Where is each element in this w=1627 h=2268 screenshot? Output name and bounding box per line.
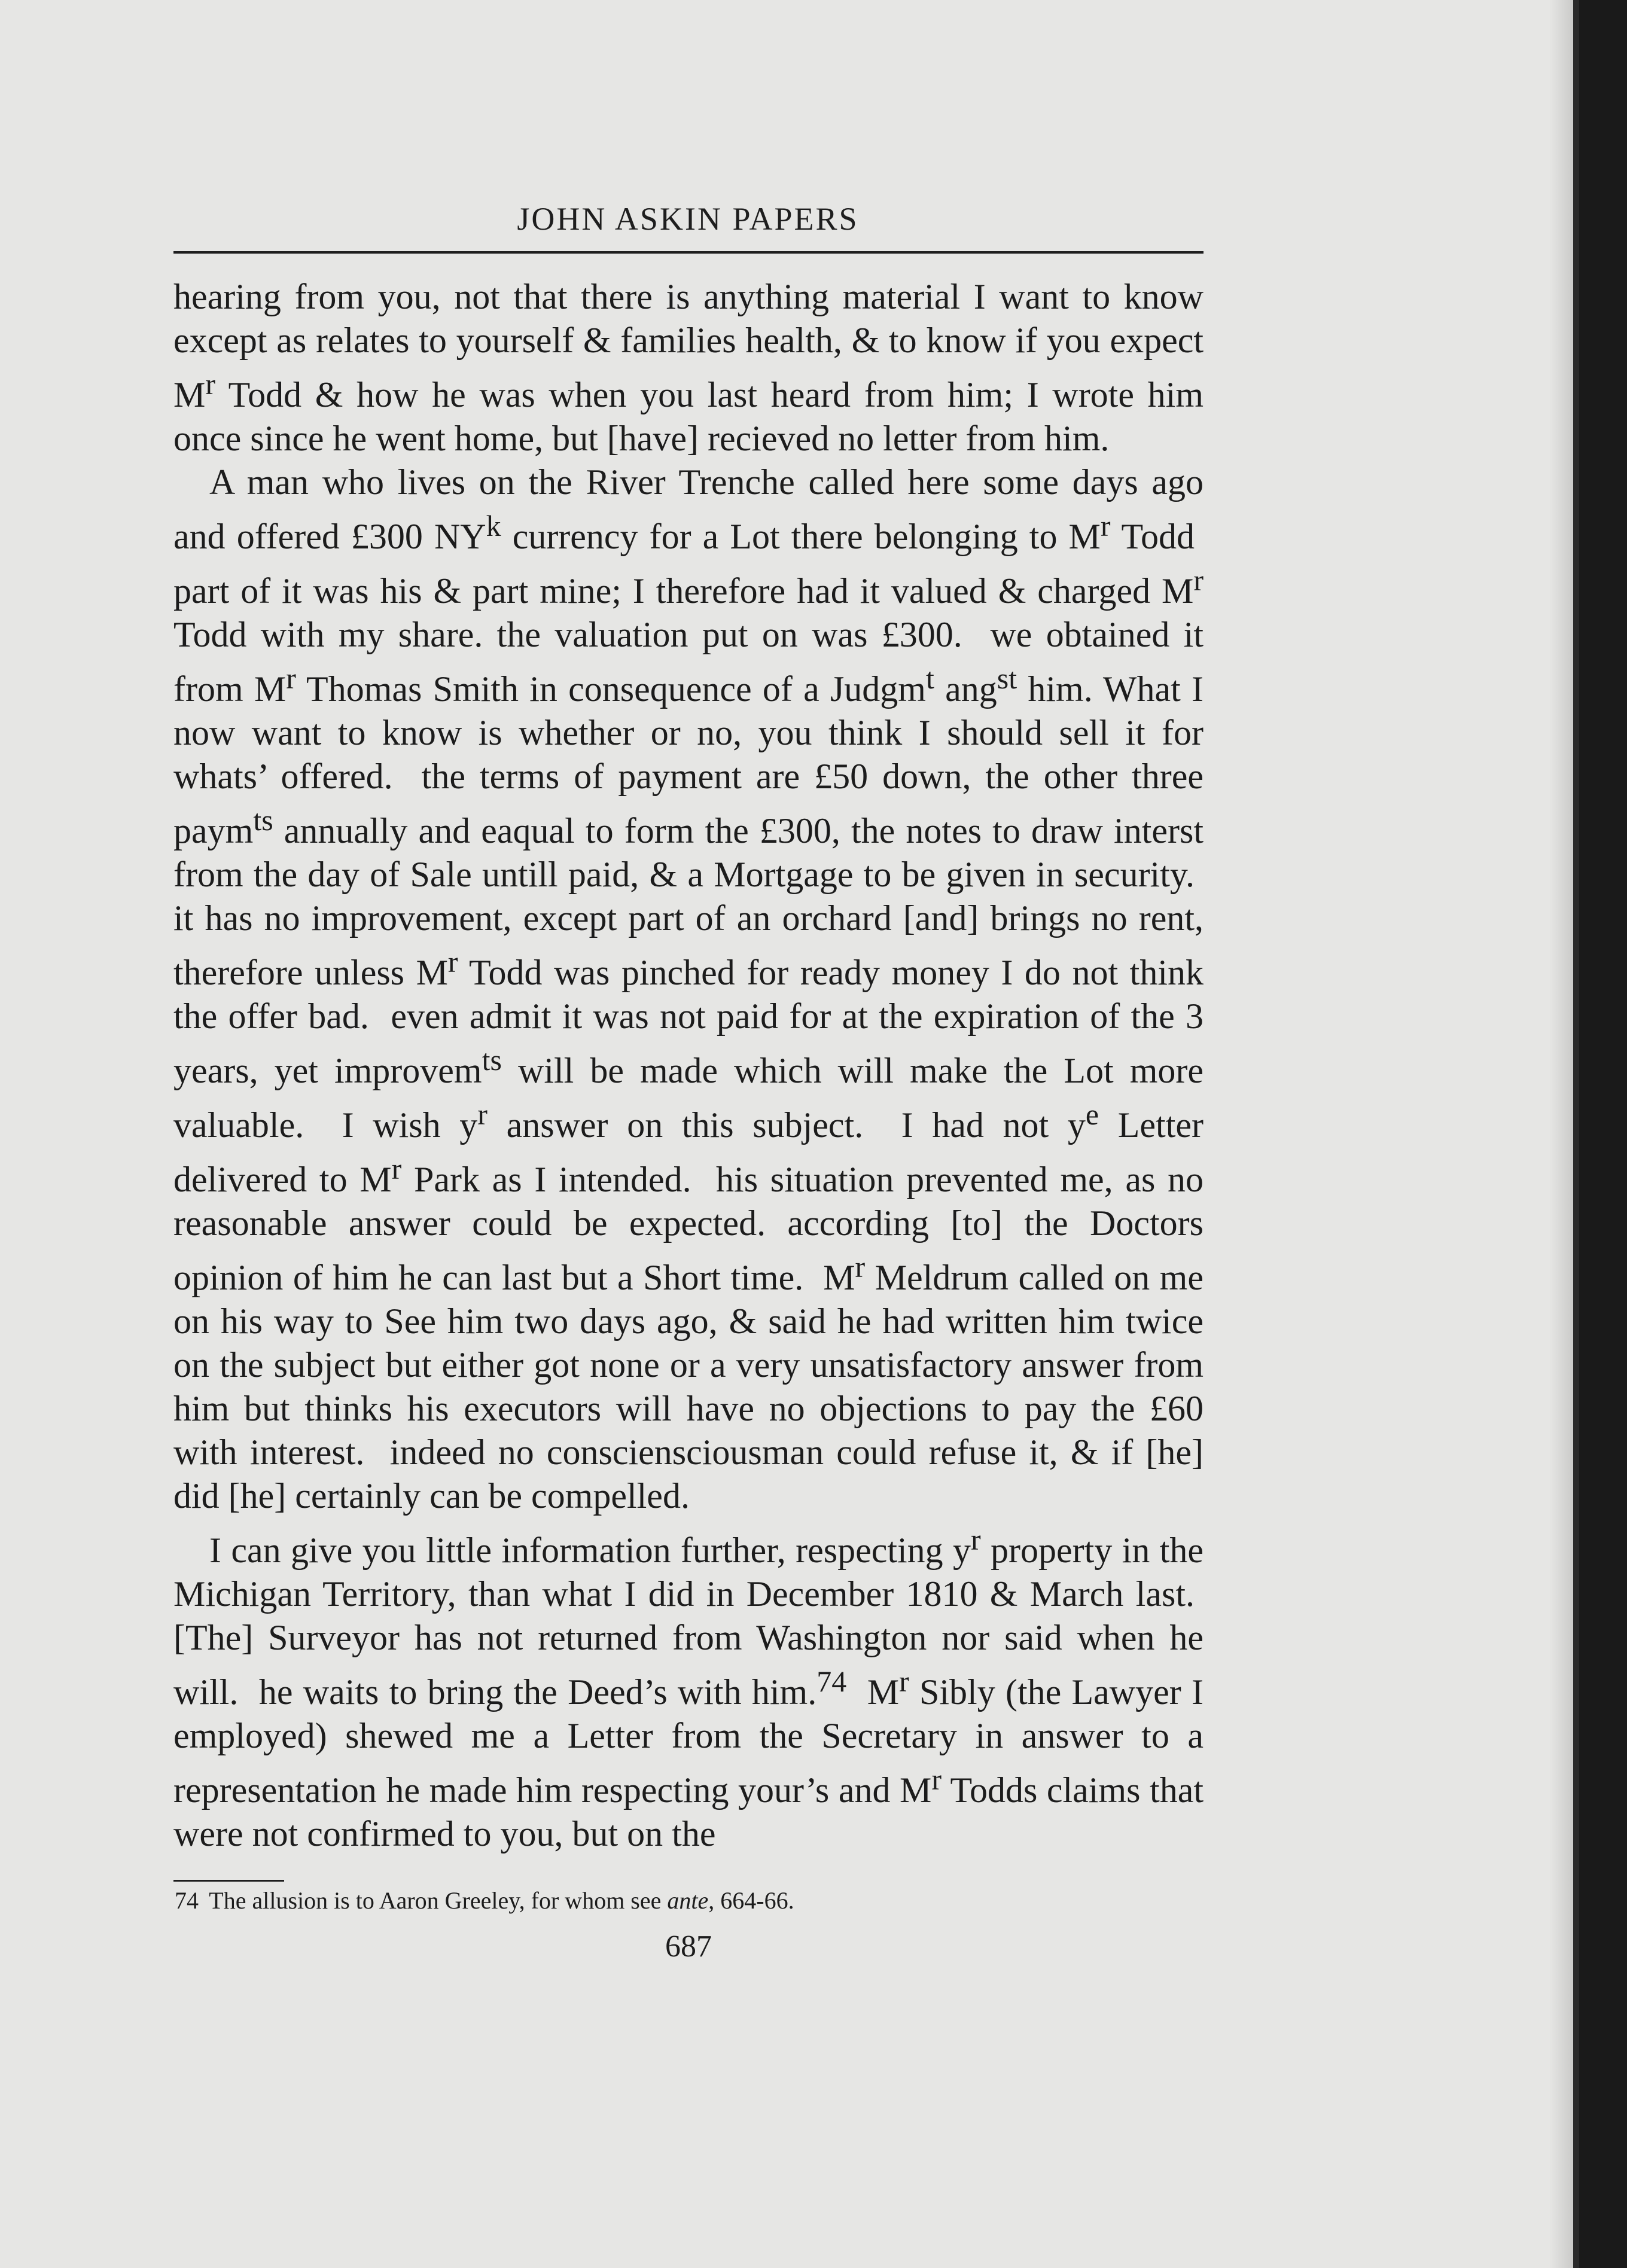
footnote-74 <box>173 1884 1204 1918</box>
page-number: 687 <box>665 1929 712 1964</box>
running-head: JOHN ASKIN PAPERS <box>517 201 859 237</box>
footnote-ante: ante <box>667 1887 709 1914</box>
footnote-pages: , 664-66. <box>708 1887 794 1914</box>
footnote-text: The allusion is to Aaron Greeley, for whom see <box>209 1887 668 1914</box>
paragraph-2: A man who lives on the River Trenche called here some days ago and offered £300 $NY^k$ currency for a Lot there belonging to $M^r$ Todd part of it was his & part mine; I therefore had it valued & charged $M^r$ Todd with my share. the valuation put on was £300. we obtained it from $M^r$ Thomas Smith in consequence of a Judgm$^t$ ang$^{st}$ him. What I now want to know is whether or no, you think I should sell it for whats’ offered. the terms of payment are £50 down, the other three paym$^{ts}$ annually and eaqual to form the £300, the notes to draw interst from the day of Sale untill paid, & a Mortgage to be given in security. it has no improvement, except part of an orchard [and] brings no rent, therefore unless $M^r$ Todd was pinched for ready money I do not think the offer bad. even admit it was not paid for at the expiration of the 3 years, yet improvem$^{ts}$ will be made which will make the Lot more valuable. I wish $y^r$ answer on this subject. I had not $y^e$ Letter delivered to $M^r$ Park as I intended. his situation prevented me, as no reasonable answer could be expected. according [to] the Doctors opinion of him he can last but a Short time. $M^r$ Meldrum called on me on his way to See him two days ago, & said he had written him twice on the subject but either got none or a very unsatisfactory answer from him but thinks his executors will have no objections to pay the £60 with interest. indeed no consciensciousman could refuse it, & if [he] did [he] certainly can be compelled. <box>173 462 1204 1516</box>
footnote-rule <box>173 1880 284 1882</box>
header-rule <box>173 251 1204 254</box>
paragraph-1: hearing from you, not that there is anything material I want to know except as relates to yourself & families health, & to know if you expect $M^r$ Todd & how he was when you last heard from him; I wrote him once since he went home, but [have] recieved no letter from him. <box>173 277 1204 458</box>
letter-body <box>173 275 1204 1856</box>
footnote-number: 74 <box>175 1887 199 1914</box>
paragraph-3: I can give you little information further, respecting $y^r$ property in the Michigan Territory, than what I did in December 1810 & March last. [The] Surveyor has not returned from Washington nor said when he will. he waits to bring the Deed’s with him.$^{74}$ $M^r$ Sibly (the Lawyer I employed) shewed me a Letter from the Secretary in answer to a representation he made him respecting your’s and $M^r$ Todds claims that were not confirmed to you, but on the <box>173 1523 1204 1854</box>
